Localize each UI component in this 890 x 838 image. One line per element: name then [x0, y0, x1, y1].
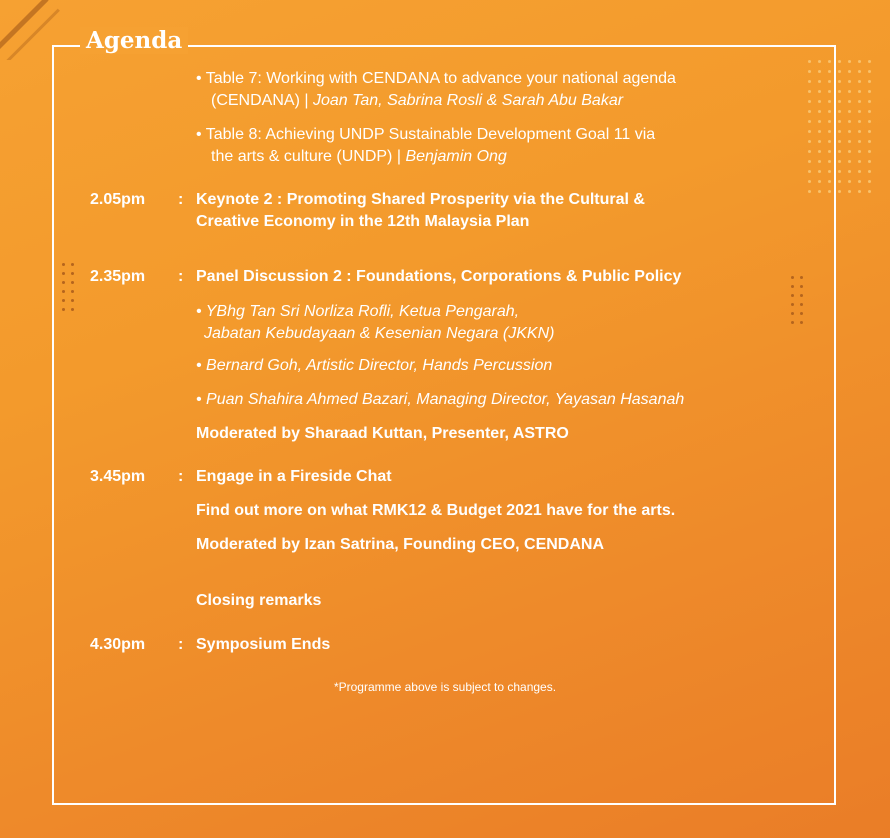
table7-item [196, 68, 676, 112]
end-title: Symposium Ends [196, 636, 331, 653]
table7-line2: (CENDANA) | Joan Tan, Sabrina Rosli & Sarah Abu Bakar [211, 92, 624, 109]
fireside-moderator: Moderated by Izan Satrina, Founding CEO, CENDANA [196, 536, 605, 553]
corner-decoration [0, 0, 60, 60]
table7-line1: • Table 7: Working with CENDANA to advance your national agenda [196, 70, 676, 87]
keynote-time: 2.05pm [90, 191, 146, 208]
keynote-colon: : [178, 191, 184, 208]
fireside-colon: : [178, 468, 184, 485]
fireside-description: Find out more on what RMK12 & Budget 2021 have for the arts. [196, 502, 676, 519]
table8-line2: the arts & culture (UNDP) | Benjamin Ong [211, 148, 507, 165]
panel-title: Panel Discussion 2 : Foundations, Corporations & Public Policy [196, 268, 682, 285]
panel-moderator: Moderated by Sharaad Kuttan, Presenter, ASTRO [196, 425, 569, 442]
fireside-title: Engage in a Fireside Chat [196, 468, 392, 485]
panel-speaker-2: • Bernard Goh, Artistic Director, Hands Percussion [196, 357, 553, 374]
fireside-time: 3.45pm [90, 468, 146, 485]
panel-speaker-3: • Puan Shahira Ahmed Bazari, Managing Director, Yayasan Hasanah [196, 391, 685, 408]
agenda-title: Agenda [80, 27, 188, 54]
panel-speaker-1: • YBhg Tan Sri Norliza Rofli, Ketua Pengarah, Jabatan Kebudayaan & Kesenian Negara (JKKN) [196, 303, 555, 342]
closing-remarks: Closing remarks [196, 592, 322, 609]
end-colon: : [178, 636, 184, 653]
footnote: *Programme above is subject to changes. [333, 680, 557, 694]
table8-people: Benjamin Ong [405, 148, 507, 165]
table8-item [196, 124, 655, 168]
keynote-title: Keynote 2 : Promoting Shared Prosperity via the Cultural & Creative Economy in the 12th Malaysia Plan [196, 191, 645, 230]
table8-line1: • Table 8: Achieving UNDP Sustainable Development Goal 11 via [196, 126, 656, 143]
end-time: 4.30pm [90, 636, 146, 653]
panel-colon: : [178, 268, 184, 285]
table7-people: Joan Tan, Sabrina Rosli & Sarah Abu Bakar [312, 92, 624, 109]
panel-time: 2.35pm [90, 268, 146, 285]
